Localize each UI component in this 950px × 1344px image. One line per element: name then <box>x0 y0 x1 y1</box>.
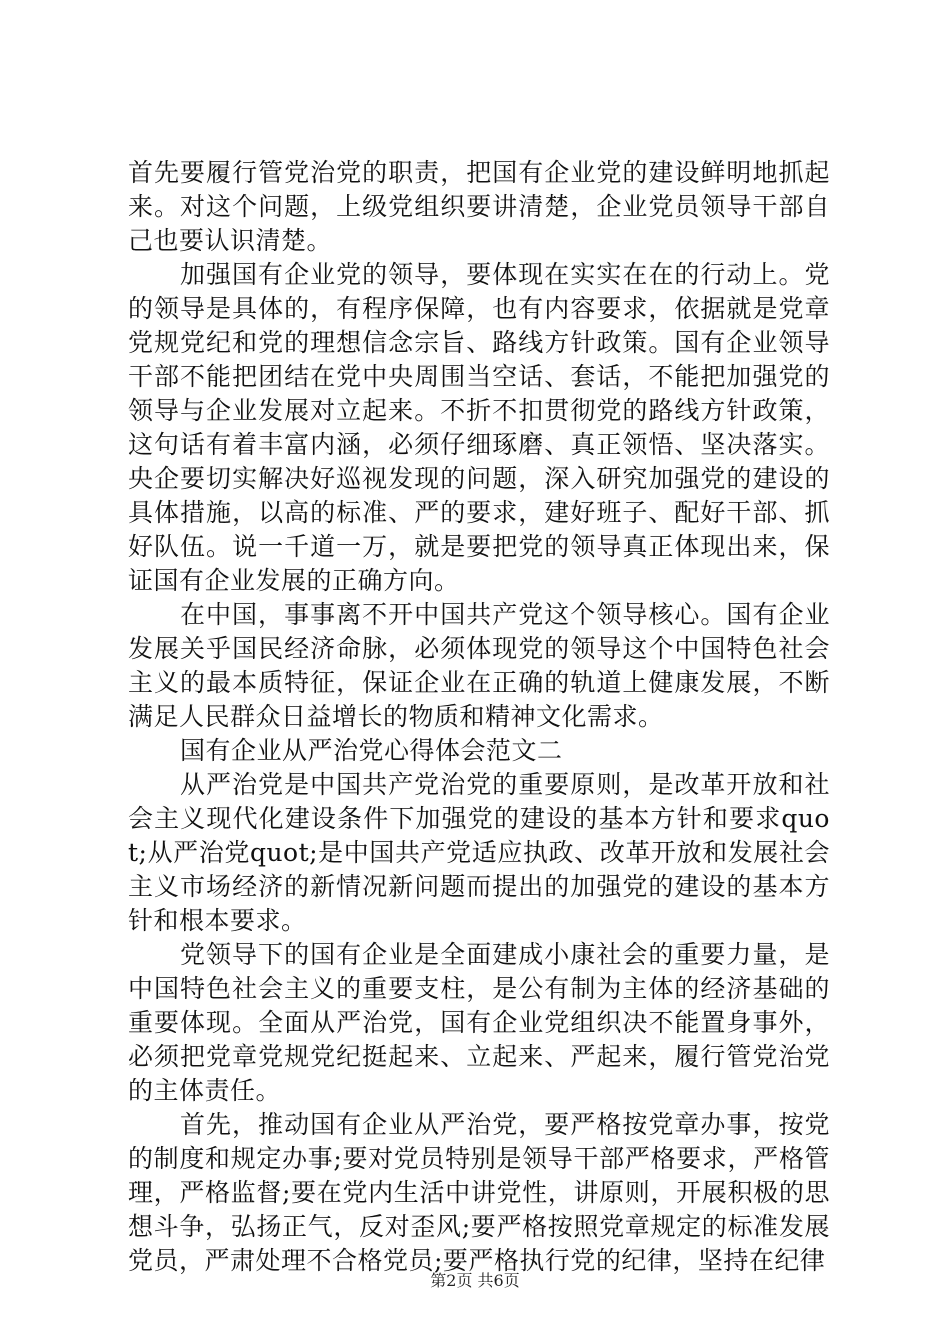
section-heading: 国有企业从严治党心得体会范文二 <box>180 736 563 765</box>
document-body <box>128 156 830 1278</box>
paragraph: 加强国有企业党的领导，要体现在实实在在的行动上。党的领导是具体的，有程序保障，也有内容要求，依据就是党章党规党纪和党的理想信念宗旨、路线方针政策。国有企业领导干部不能把团结在党中央周围当空话、套话，不能把加强党的领导与企业发展对立起来。不折不扣贯彻党的路线方针政策，这句话有着丰富内涵，必须仔细琢磨、真正领悟、坚决落实。央企要切实解决好巡视发现的问题，深入研究加强党的建设的具体措施，以高的标准、严的要求，建好班子、配好干部、抓好队伍。说一千道一万，就是要把党的领导真正体现出来，保证国有企业发展的正确方向。 <box>128 260 830 595</box>
paragraph: 党领导下的国有企业是全面建成小康社会的重要力量，是中国特色社会主义的重要支柱，是公有制为主体的经济基础的重要体现。全面从严治党，国有企业党组织决不能置身事外，必须把党章党规党纪挺起来、立起来、严起来，履行管党治党的主体责任。 <box>128 940 830 1105</box>
paragraph: 首先，推动国有企业从严治党，要严格按党章办事，按党的制度和规定办事;要对党员特别是领导干部严格要求，严格管理，严格监督;要在党内生活中讲党性，讲原则，开展积极的思想斗争，弘扬正气，反对歪风;要严格按照党章规定的标准发展党员，严肃处理不合格党员;要严格执行党的纪律，坚持在纪律 <box>128 1110 830 1275</box>
paragraph: 从严治党是中国共产党治党的重要原则，是改革开放和社会主义现代化建设条件下加强党的建设的基本方针和要求quot;从严治党quot;是中国共产党适应执政、改革开放和发展社会主义市场经济的新情况新问题而提出的加强党的建设的基本方针和根本要求。 <box>128 770 830 935</box>
page-number-footer: 第2页 共6页 <box>430 1271 520 1290</box>
paragraph: 首先要履行管党治党的职责，把国有企业党的建设鲜明地抓起来。对这个问题，上级党组织要讲清楚，企业党员领导干部自己也要认识清楚。 <box>128 158 830 255</box>
paragraph: 在中国，事事离不开中国共产党这个领导核心。国有企业发展关乎国民经济命脉，必须体现党的领导这个中国特色社会主义的最本质特征，保证企业在正确的轨道上健康发展，不断满足人民群众日益增长的物质和精神文化需求。 <box>128 600 830 731</box>
